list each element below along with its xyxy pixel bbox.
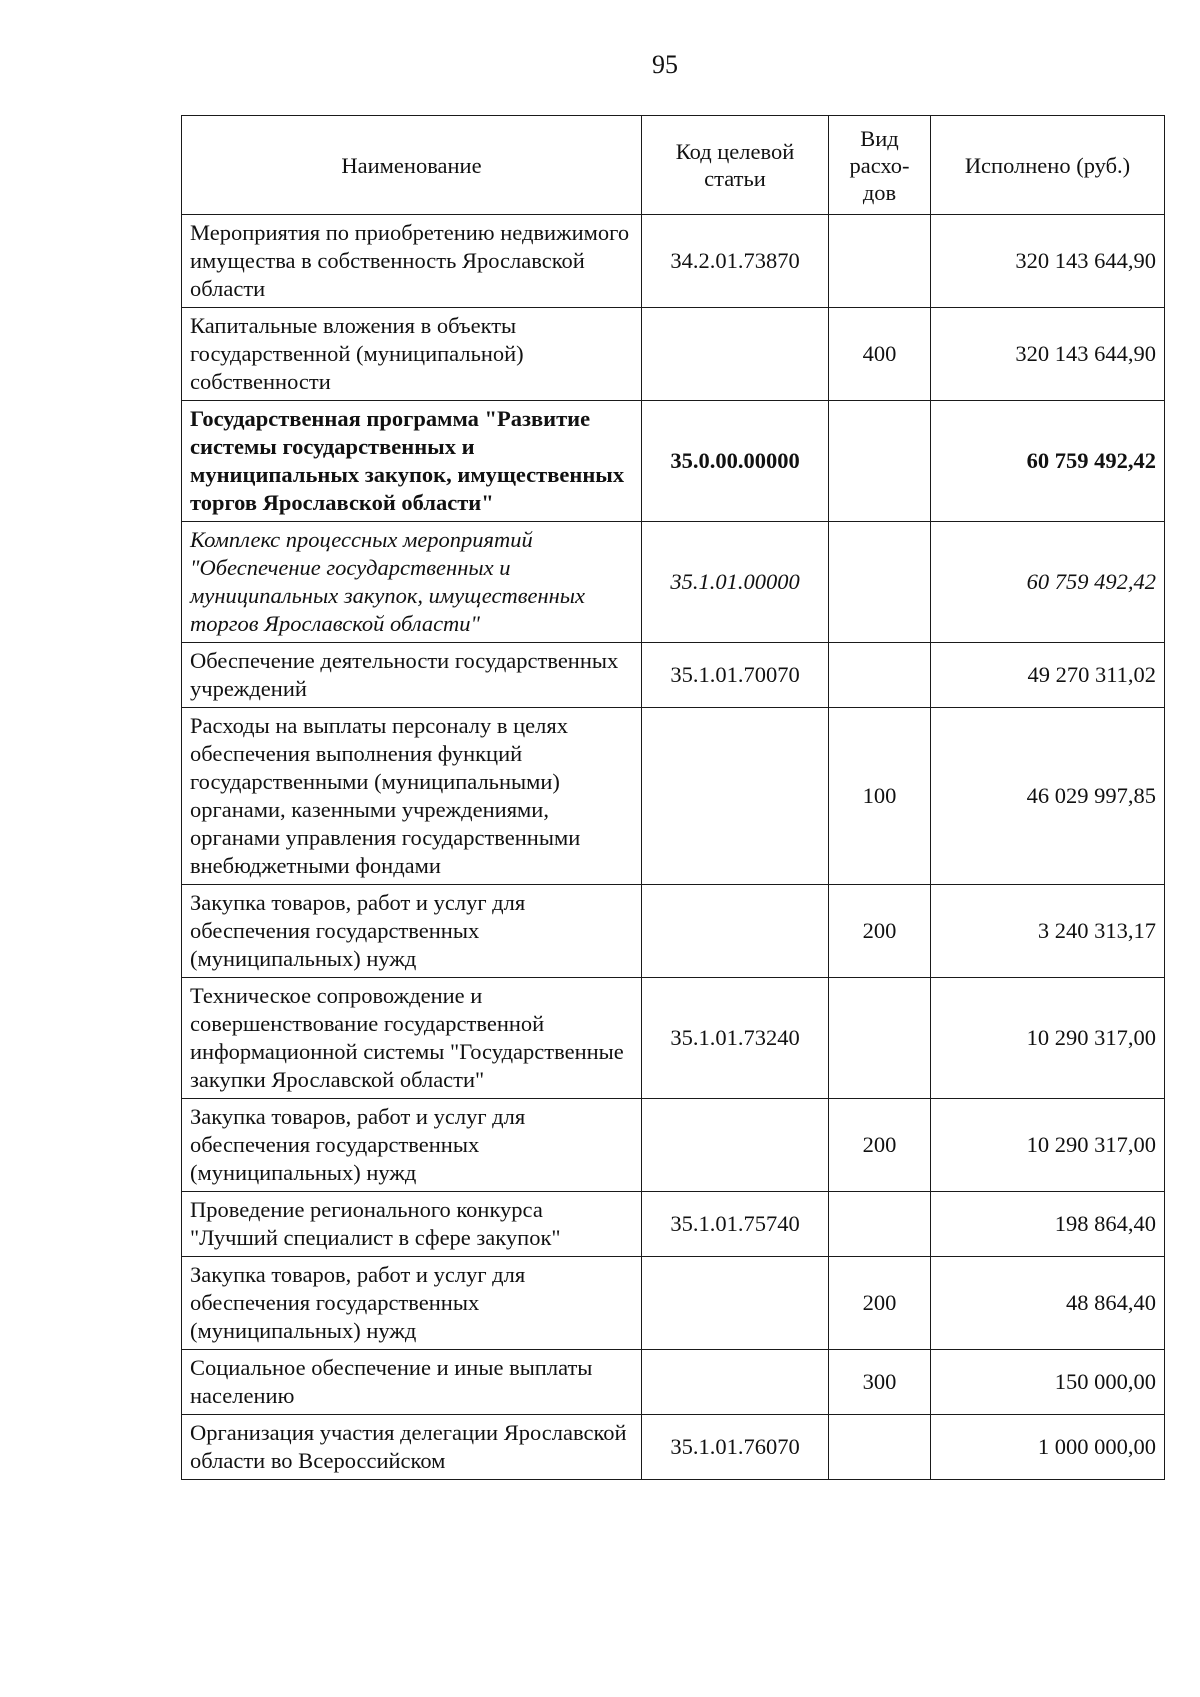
cell-name: Государственная программа "Развитие системы государственных и муниципальных закупок, имущественных торгов Ярославской области"	[182, 401, 642, 522]
table-row	[182, 215, 1165, 308]
cell-code	[642, 308, 829, 401]
table-row	[182, 643, 1165, 708]
cell-name: Мероприятия по приобретению недвижимого имущества в собственность Ярославской области	[182, 215, 642, 308]
cell-sum: 320 143 644,90	[931, 308, 1165, 401]
cell-kind: 400	[829, 308, 931, 401]
table-row	[182, 1350, 1165, 1415]
cell-sum: 48 864,40	[931, 1257, 1165, 1350]
cell-sum: 3 240 313,17	[931, 885, 1165, 978]
cell-name: Закупка товаров, работ и услуг для обеспечения государственных (муниципальных) нужд	[182, 885, 642, 978]
cell-name: Организация участия делегации Ярославской области во Всероссийском	[182, 1415, 642, 1480]
cell-kind: 200	[829, 885, 931, 978]
header-name: Наименование	[182, 116, 642, 215]
cell-kind	[829, 643, 931, 708]
cell-sum: 10 290 317,00	[931, 1099, 1165, 1192]
cell-code	[642, 708, 829, 885]
header-kind: Вид расхо-дов	[829, 116, 931, 215]
cell-kind	[829, 401, 931, 522]
cell-kind: 300	[829, 1350, 931, 1415]
cell-kind	[829, 1192, 931, 1257]
cell-code: 35.1.01.00000	[642, 522, 829, 643]
cell-code: 35.1.01.73240	[642, 978, 829, 1099]
cell-sum: 60 759 492,42	[931, 401, 1165, 522]
header-row	[182, 116, 1165, 215]
cell-sum: 320 143 644,90	[931, 215, 1165, 308]
cell-name: Расходы на выплаты персоналу в целях обеспечения выполнения функций государственными (муниципальными) органами, казенными учреждениями, органами управления государственными внебюджетными фондами	[182, 708, 642, 885]
cell-code	[642, 1099, 829, 1192]
cell-code: 35.0.00.00000	[642, 401, 829, 522]
cell-code: 35.1.01.75740	[642, 1192, 829, 1257]
cell-sum: 1 000 000,00	[931, 1415, 1165, 1480]
cell-kind	[829, 522, 931, 643]
table-row	[182, 522, 1165, 643]
cell-kind	[829, 1415, 931, 1480]
cell-code	[642, 1257, 829, 1350]
cell-code	[642, 885, 829, 978]
cell-sum: 198 864,40	[931, 1192, 1165, 1257]
cell-name: Социальное обеспечение и иные выплаты населению	[182, 1350, 642, 1415]
table-row	[182, 1099, 1165, 1192]
cell-name: Проведение регионального конкурса "Лучший специалист в сфере закупок"	[182, 1192, 642, 1257]
cell-kind: 200	[829, 1099, 931, 1192]
cell-sum: 60 759 492,42	[931, 522, 1165, 643]
cell-name: Комплекс процессных мероприятий "Обеспечение государственных и муниципальных закупок, имущественных торгов Ярославской области"	[182, 522, 642, 643]
table-row	[182, 1415, 1165, 1480]
table-row	[182, 978, 1165, 1099]
table-row	[182, 708, 1165, 885]
table-row	[182, 401, 1165, 522]
table-row	[182, 1257, 1165, 1350]
cell-kind: 100	[829, 708, 931, 885]
table-body	[182, 215, 1165, 1480]
header-sum: Исполнено (руб.)	[931, 116, 1165, 215]
cell-kind	[829, 978, 931, 1099]
cell-sum: 10 290 317,00	[931, 978, 1165, 1099]
cell-name: Обеспечение деятельности государственных учреждений	[182, 643, 642, 708]
cell-sum: 46 029 997,85	[931, 708, 1165, 885]
cell-name: Закупка товаров, работ и услуг для обеспечения государственных (муниципальных) нужд	[182, 1099, 642, 1192]
cell-sum: 49 270 311,02	[931, 643, 1165, 708]
table-row	[182, 885, 1165, 978]
cell-code: 35.1.01.76070	[642, 1415, 829, 1480]
cell-name: Закупка товаров, работ и услуг для обеспечения государственных (муниципальных) нужд	[182, 1257, 642, 1350]
budget-table	[181, 115, 1165, 1480]
cell-name: Техническое сопровождение и совершенствование государственной информационной системы "Государственные закупки Ярославской области"	[182, 978, 642, 1099]
table-row	[182, 1192, 1165, 1257]
cell-kind: 200	[829, 1257, 931, 1350]
cell-code: 34.2.01.73870	[642, 215, 829, 308]
header-code: Код целевой статьи	[642, 116, 829, 215]
cell-name: Капитальные вложения в объекты государственной (муниципальной) собственности	[182, 308, 642, 401]
cell-code	[642, 1350, 829, 1415]
table-row	[182, 308, 1165, 401]
table-header	[182, 116, 1165, 215]
cell-kind	[829, 215, 931, 308]
cell-sum: 150 000,00	[931, 1350, 1165, 1415]
cell-code: 35.1.01.70070	[642, 643, 829, 708]
page-number: 95	[652, 50, 678, 79]
